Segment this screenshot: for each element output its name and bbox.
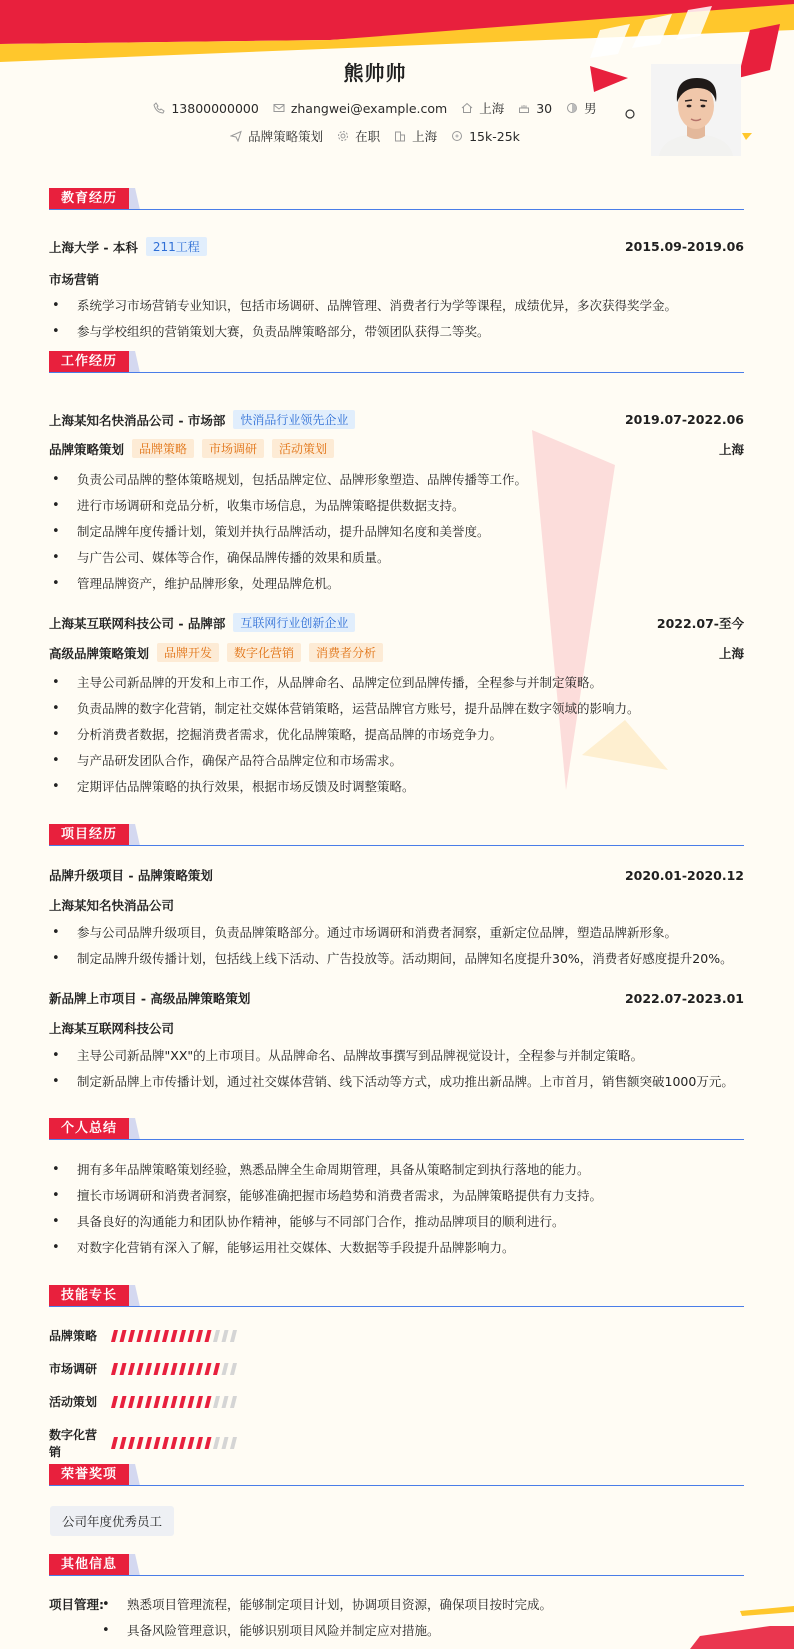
list-item: • 主导公司新品牌的开发和上市工作，从品牌命名、品牌定位到品牌传播，全程参与并制定策略。 (49, 673, 749, 699)
skill-stripe-filled (179, 1363, 186, 1375)
list-item: • 与产品研发团队合作，确保产品符合品牌定位和市场需求。 (49, 751, 749, 777)
phone-value: 13800000000 (171, 100, 259, 116)
skill-stripe-filled (145, 1396, 152, 1408)
skill-stripe-empty (230, 1330, 237, 1342)
email-icon (273, 102, 285, 114)
project-bullets-1 (49, 923, 749, 975)
work-row-2 (49, 613, 744, 632)
location-item (461, 99, 504, 117)
skill-row (49, 1360, 249, 1377)
project-company: 上海某知名快消品公司 (49, 898, 175, 913)
list-item: • 与广告公司、媒体等合作，确保品牌传播的效果和质量。 (49, 548, 749, 574)
skills-section-header (49, 1285, 744, 1307)
education-section-header (49, 188, 744, 210)
list-item: • 熟悉项目管理流程，能够制定项目计划，协调项目资源，确保项目按时完成。 (99, 1595, 749, 1621)
education-section-title: 教育经历 (49, 188, 129, 210)
skill-tag: 消费者分析 (309, 643, 383, 662)
skill-tag: 品牌开发 (157, 643, 219, 662)
email-item (273, 101, 447, 116)
other-bullets (99, 1595, 749, 1647)
skill-name: 品牌策略 (49, 1329, 98, 1343)
building-icon (394, 130, 406, 142)
skill-stripe-filled (196, 1363, 203, 1375)
education-bullets (49, 296, 749, 348)
skill-stripe-filled (188, 1363, 195, 1375)
email-value: zhangwei@example.com (290, 100, 448, 116)
skill-stripe-filled (205, 1363, 212, 1375)
section-divider (49, 1139, 744, 1140)
skill-stripe-filled (213, 1363, 220, 1375)
project-date: 2022.07-2023.01 (624, 990, 744, 1006)
skill-stripe-empty (222, 1396, 229, 1408)
skill-stripe-filled (205, 1396, 212, 1408)
section-divider (49, 1306, 744, 1307)
project-row-1 (49, 866, 744, 884)
status-item (337, 127, 380, 145)
skill-tag: 品牌策略 (132, 439, 194, 458)
skill-stripe-filled (111, 1396, 118, 1408)
target-city-item (394, 127, 437, 145)
salary-item (451, 129, 520, 144)
list-item: • 系统学习市场营销专业知识，包括市场调研、品牌管理、消费者行为学等课程，成绩优异，多次获得奖学金。 (49, 296, 749, 322)
skill-stripe-filled (120, 1396, 127, 1408)
skill-stripe-filled (162, 1330, 169, 1342)
gender-item (566, 99, 597, 117)
work-date: 2022.07-至今 (656, 615, 744, 631)
company-tag: 互联网行业创新企业 (233, 613, 355, 632)
school-tag: 211工程 (146, 237, 207, 256)
school-name: 上海大学 - 本科 (49, 239, 138, 255)
work-city: 上海 (718, 645, 744, 661)
project-bullets-2 (49, 1046, 749, 1098)
skill-level-bar (109, 1362, 249, 1376)
skill-stripe-filled (188, 1396, 195, 1408)
skill-stripe-empty (222, 1363, 229, 1375)
list-item: • 具备风险管理意识，能够识别项目风险并制定应对措施。 (99, 1621, 749, 1647)
skill-level-bar (109, 1436, 249, 1450)
skill-stripe-empty (213, 1330, 220, 1342)
skill-stripe-filled (145, 1437, 152, 1449)
skill-stripe-filled (120, 1363, 127, 1375)
role-name: 高级品牌策略策划 (49, 645, 150, 661)
skill-name: 数字化营销 (49, 1428, 98, 1459)
summary-section-header (49, 1118, 744, 1140)
honors-section-title: 荣誉奖项 (49, 1464, 129, 1486)
work-section-header (49, 351, 744, 373)
list-item: • 进行市场调研和竞品分析，收集市场信息，为品牌策略提供数据支持。 (49, 496, 749, 522)
section-divider (49, 1485, 744, 1486)
location-value: 上海 (479, 101, 505, 116)
skill-row (49, 1393, 249, 1410)
education-date: 2015.09-2019.06 (624, 239, 744, 254)
skill-row (49, 1426, 249, 1460)
job-intent-line (0, 127, 750, 145)
role-row-2 (49, 643, 744, 662)
other-section-header (49, 1554, 744, 1576)
skill-row (49, 1327, 249, 1344)
position-value: 品牌策略策划 (248, 129, 324, 144)
project-section-header (49, 824, 744, 846)
list-item: • 管理品牌资产，维护品牌形象，处理品牌危机。 (49, 574, 749, 600)
skill-stripe-empty (230, 1437, 237, 1449)
list-item: • 定期评估品牌策略的执行效果，根据市场反馈及时调整策略。 (49, 777, 749, 803)
other-section-title: 其他信息 (49, 1554, 129, 1576)
skill-stripe-empty (222, 1437, 229, 1449)
target-city-value: 上海 (412, 129, 438, 144)
skill-stripe-empty (230, 1396, 237, 1408)
role-name: 品牌策略策划 (49, 441, 125, 457)
skill-stripe-filled (196, 1330, 203, 1342)
list-item: • 负责品牌的数字化营销，制定社交媒体营销策略，运营品牌官方账号，提升品牌在数字领域的影响力。 (49, 699, 749, 725)
honors-section-header (49, 1464, 744, 1486)
work-bullets-1 (49, 470, 749, 600)
list-item: • 制定品牌年度传播计划，策划并执行品牌活动，提升品牌知名度和美誉度。 (49, 522, 749, 548)
skill-stripe-filled (111, 1363, 118, 1375)
list-item: • 擅长市场调研和消费者洞察，能够准确把握市场趋势和消费者需求，为品牌策略提供有力支持。 (49, 1186, 749, 1212)
major-name: 市场营销 (49, 272, 100, 287)
money-icon (451, 130, 463, 142)
project-section-title: 项目经历 (49, 824, 129, 846)
list-item: • 主导公司新品牌"XX"的上市项目。从品牌命名、品牌故事撰写到品牌视觉设计，全程参与并制定策略。 (49, 1046, 749, 1072)
candidate-name: 熊帅帅 (343, 61, 407, 85)
project-date: 2020.01-2020.12 (624, 867, 744, 883)
cake-icon (518, 102, 530, 114)
skill-stripe-filled (154, 1396, 161, 1408)
skill-stripe-filled (171, 1396, 178, 1408)
skill-level-bar (109, 1395, 249, 1409)
skill-stripe-filled (205, 1330, 212, 1342)
education-row (49, 237, 744, 256)
section-divider (49, 845, 744, 846)
work-section-title: 工作经历 (49, 351, 129, 373)
summary-bullets (49, 1160, 749, 1264)
skill-stripe-filled (111, 1330, 118, 1342)
position-item (230, 127, 323, 145)
list-item: • 负责公司品牌的整体策略规划，包括品牌定位、品牌形象塑造、品牌传播等工作。 (49, 470, 749, 496)
skill-stripe-filled (154, 1330, 161, 1342)
work-city: 上海 (718, 441, 744, 457)
skill-stripe-filled (137, 1437, 144, 1449)
skill-stripe-filled (145, 1363, 152, 1375)
skill-stripe-filled (179, 1330, 186, 1342)
gear-icon (337, 130, 349, 142)
skill-level-bar (109, 1329, 249, 1343)
gender-icon (566, 102, 578, 114)
skill-stripe-filled (154, 1437, 161, 1449)
skill-tag: 数字化营销 (227, 643, 301, 662)
skill-stripe-filled (128, 1437, 135, 1449)
home-icon (461, 102, 473, 114)
skill-stripe-filled (137, 1363, 144, 1375)
company-tag: 快消品行业领先企业 (233, 410, 355, 429)
skill-stripe-filled (137, 1396, 144, 1408)
skill-stripe-filled (128, 1330, 135, 1342)
avatar (651, 64, 741, 156)
other-label: 项目管理: (49, 1597, 104, 1612)
age-item (518, 101, 552, 116)
skill-stripe-empty (230, 1363, 237, 1375)
skill-stripe-empty (213, 1396, 220, 1408)
role-row-1 (49, 439, 744, 458)
project-title: 品牌升级项目 - 品牌策略策划 (49, 868, 213, 883)
skill-stripe-filled (205, 1437, 212, 1449)
skill-stripe-empty (222, 1330, 229, 1342)
skills-section-title: 技能专长 (49, 1285, 129, 1307)
age-value: 30 (536, 100, 553, 116)
skill-stripe-filled (188, 1330, 195, 1342)
work-row-1 (49, 410, 744, 429)
skill-stripe-filled (171, 1437, 178, 1449)
project-row-2 (49, 989, 744, 1007)
skill-stripe-filled (120, 1330, 127, 1342)
skill-stripe-filled (162, 1396, 169, 1408)
skill-stripe-filled (171, 1363, 178, 1375)
skill-stripe-empty (213, 1437, 220, 1449)
company-name: 上海某互联网科技公司 - 品牌部 (49, 615, 226, 631)
skill-stripe-filled (188, 1437, 195, 1449)
skill-stripe-filled (111, 1437, 118, 1449)
avatar-portrait (651, 64, 741, 156)
skill-name: 市场调研 (49, 1362, 98, 1376)
list-item: • 制定品牌升级传播计划，包括线上线下活动、广告投放等。活动期间，品牌知名度提升30%，消费者好感度提升20%。 (49, 949, 749, 975)
summary-section-title: 个人总结 (49, 1118, 129, 1140)
list-item: • 参与学校组织的营销策划大赛，负责品牌策略部分，带领团队获得二等奖。 (49, 322, 749, 348)
work-bullets-2 (49, 673, 749, 803)
contact-line (0, 99, 750, 117)
skill-tag: 市场调研 (202, 439, 264, 458)
company-name: 上海某知名快消品公司 - 市场部 (49, 412, 226, 428)
list-item: • 分析消费者数据，挖掘消费者需求，优化品牌策略，提高品牌的市场竞争力。 (49, 725, 749, 751)
section-divider (49, 372, 744, 373)
skill-stripe-filled (128, 1396, 135, 1408)
skill-stripe-filled (179, 1396, 186, 1408)
skill-stripe-filled (145, 1330, 152, 1342)
project-company: 上海某互联网科技公司 (49, 1021, 175, 1036)
skill-name: 活动策划 (49, 1395, 98, 1409)
skill-stripe-filled (196, 1437, 203, 1449)
work-date: 2019.07-2022.06 (624, 412, 744, 427)
phone-icon (153, 102, 165, 114)
list-item: • 对数字化营销有深入了解，能够运用社交媒体、大数据等手段提升品牌影响力。 (49, 1238, 749, 1264)
honor-badge: 公司年度优秀员工 (50, 1506, 174, 1536)
skill-stripe-filled (120, 1437, 127, 1449)
list-item: • 制定新品牌上市传播计划，通过社交媒体营销、线下活动等方式，成功推出新品牌。上市首月，销售额突破1000万元。 (49, 1072, 749, 1098)
skill-stripe-filled (162, 1437, 169, 1449)
skill-stripe-filled (171, 1330, 178, 1342)
gender-value: 男 (584, 101, 597, 116)
status-value: 在职 (355, 129, 381, 144)
section-divider (49, 1575, 744, 1576)
skill-stripe-filled (162, 1363, 169, 1375)
salary-value: 15k-25k (469, 128, 520, 144)
section-divider (49, 209, 744, 210)
list-item: • 具备良好的沟通能力和团队协作精神，能够与不同部门合作，推动品牌项目的顺利进行。 (49, 1212, 749, 1238)
phone-item (153, 101, 258, 116)
list-item: • 拥有多年品牌策略策划经验，熟悉品牌全生命周期管理，具备从策略制定到执行落地的能力。 (49, 1160, 749, 1186)
list-item: • 参与公司品牌升级项目，负责品牌策略部分。通过市场调研和消费者洞察，重新定位品牌，塑造品牌新形象。 (49, 923, 749, 949)
skill-stripe-filled (137, 1330, 144, 1342)
skill-stripe-filled (154, 1363, 161, 1375)
skill-stripe-filled (128, 1363, 135, 1375)
skill-stripe-filled (196, 1396, 203, 1408)
project-title: 新品牌上市项目 - 高级品牌策略策划 (49, 991, 251, 1006)
send-icon (230, 130, 242, 142)
skill-stripe-filled (179, 1437, 186, 1449)
skill-tag: 活动策划 (272, 439, 334, 458)
